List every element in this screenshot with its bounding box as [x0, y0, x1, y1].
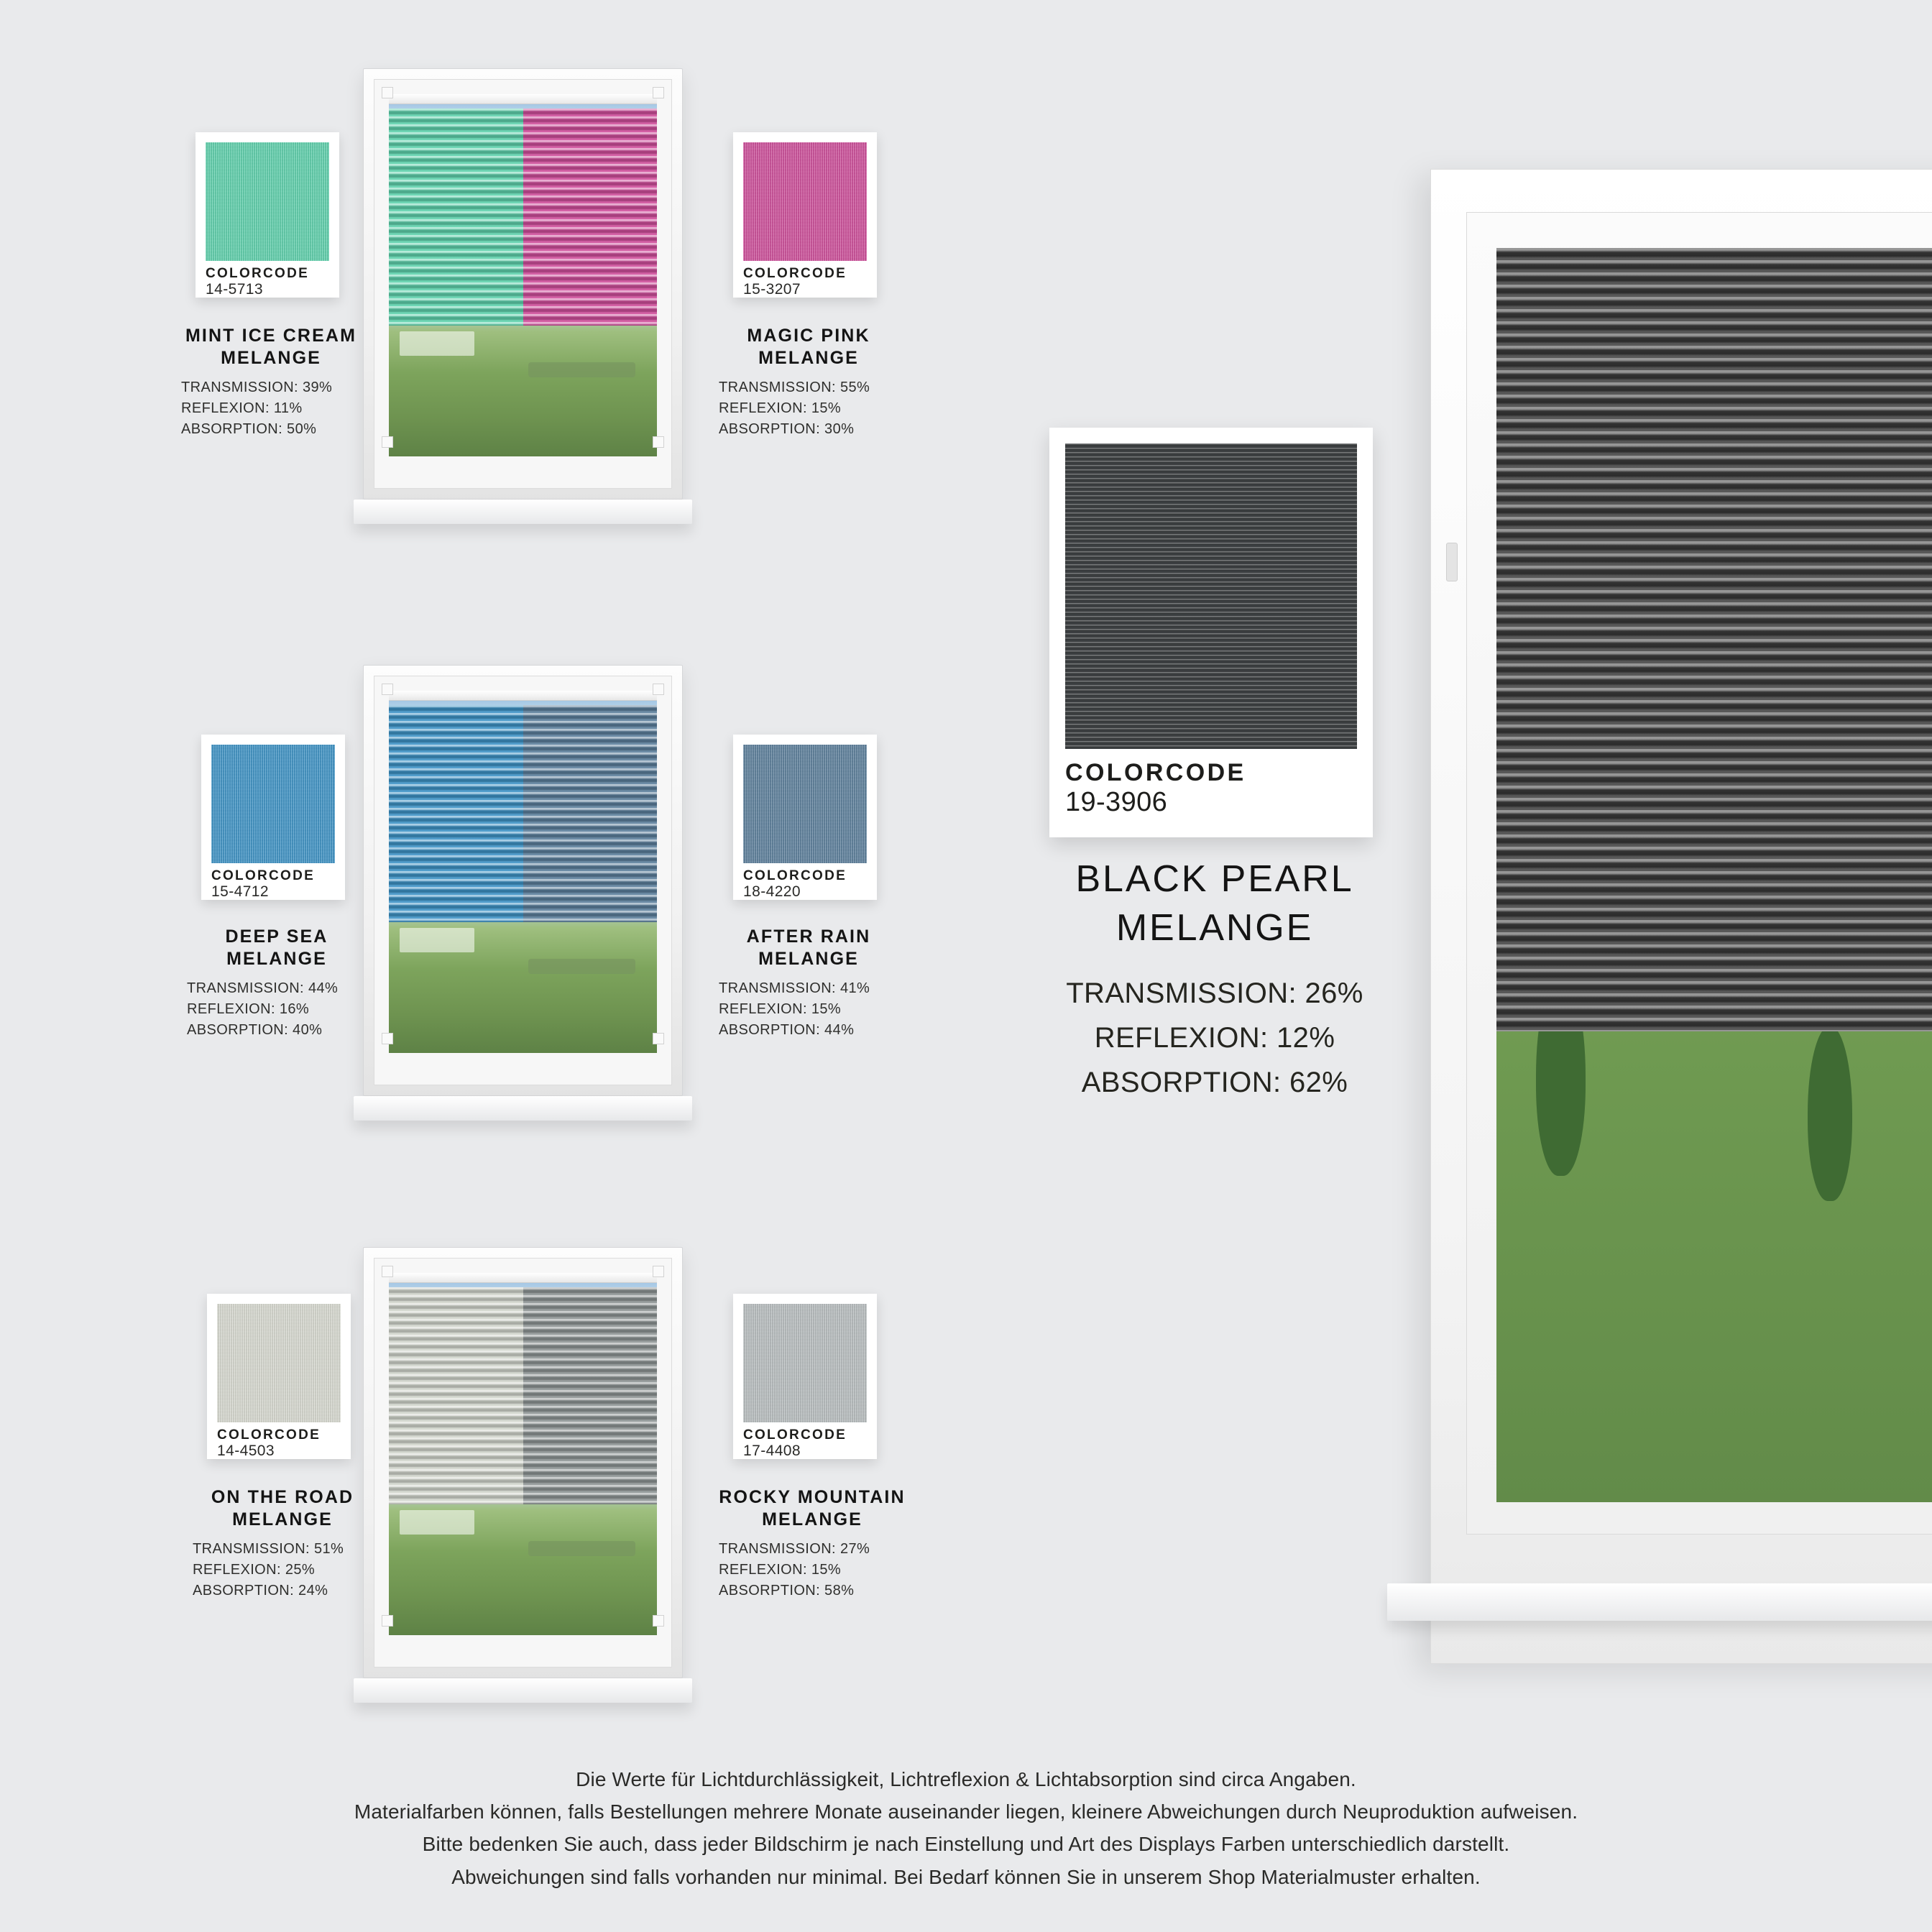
color-name-line1: BLACK PEARL	[1075, 858, 1354, 900]
blind-left-half-deep-sea	[389, 705, 523, 922]
colorcode-title: COLORCODE	[743, 266, 847, 281]
swatch-color-pink	[743, 142, 867, 261]
frame-corner	[653, 87, 664, 98]
colorcode-value: 19-3906	[1065, 787, 1168, 817]
swatch-card-magic-pink[interactable]	[733, 132, 877, 298]
swatch-card-mint-ice-cream[interactable]	[196, 132, 339, 298]
disclaimer-line-1: Die Werte für Lichtdurchlässigkeit, Lichtreflexion & Lichtabsorption sind circa Angaben.	[576, 1767, 1356, 1790]
frame-corner	[653, 1033, 664, 1044]
landscape-view	[389, 304, 657, 456]
swatch-color-mint	[206, 142, 329, 261]
window-mockup-row2	[363, 665, 683, 1096]
colorcode-value: 17-4408	[743, 1442, 801, 1459]
color-name	[719, 1486, 906, 1532]
swatch-color-on-the-road	[217, 1304, 341, 1422]
fabric-texture	[743, 142, 867, 261]
swatch-label	[743, 863, 867, 901]
colorcode-title: COLORCODE	[206, 266, 310, 281]
colorcode-title: COLORCODE	[1065, 759, 1246, 786]
frame-corner	[382, 684, 393, 695]
swatch-color-rocky-mountain	[743, 1304, 867, 1422]
color-name-line2: MELANGE	[758, 949, 859, 970]
landscape-view	[389, 901, 657, 1053]
colorcode-value: 14-5713	[206, 280, 264, 298]
spec-absorption: ABSORPTION: 44%	[719, 1021, 855, 1038]
swatch-color-deep-sea	[211, 745, 335, 863]
spec-reflexion: REFLEXION: 12%	[1094, 1022, 1335, 1054]
swatch-card-on-the-road[interactable]	[207, 1294, 351, 1459]
colorcode-title: COLORCODE	[217, 1427, 321, 1443]
window-mockup-row1	[363, 68, 683, 500]
spec-reflexion: REFLEXION: 11%	[181, 400, 303, 416]
swatch-card-deep-sea[interactable]	[201, 735, 345, 900]
color-name-line2: MELANGE	[758, 348, 859, 369]
spec-transmission: TRANSMISSION: 44%	[187, 980, 339, 996]
pleated-blind-row3	[389, 1287, 657, 1504]
pleated-blind-row2	[389, 705, 657, 922]
frame-corner	[653, 1266, 664, 1277]
spec-reflexion: REFLEXION: 15%	[719, 1561, 842, 1578]
fabric-texture	[743, 745, 867, 863]
disclaimer-line-2: Materialfarben können, falls Bestellungen mehrere Monate auseinander liegen, kleinere Abweichungen durch Neuproduktion aufweisen.	[354, 1800, 1578, 1823]
blind-right-half-after-rain	[523, 705, 658, 922]
window-sill-large	[1387, 1583, 1932, 1621]
blind-left-half-on-the-road	[389, 1287, 523, 1504]
info-magic-pink	[719, 325, 898, 440]
swatch-card-rocky-mountain[interactable]	[733, 1294, 877, 1459]
blind-right-half-rocky-mountain	[523, 1287, 658, 1504]
color-specs	[719, 1539, 906, 1601]
window-handle[interactable]	[1446, 543, 1458, 581]
colorcode-title: COLORCODE	[211, 868, 316, 883]
frame-corner	[653, 1615, 664, 1627]
disclaimer-line-3: Bitte bedenken Sie auch, dass jeder Bildschirm je nach Einstellung und Art des Displays Farben unterschiedlich darstellt.	[422, 1833, 1510, 1856]
frame-corner	[382, 1033, 393, 1044]
spec-absorption: ABSORPTION: 50%	[181, 420, 317, 437]
color-specs	[719, 377, 898, 440]
window-sill	[354, 1096, 693, 1121]
color-name	[187, 926, 367, 971]
spec-transmission: TRANSMISSION: 27%	[719, 1540, 870, 1557]
spec-reflexion: REFLEXION: 16%	[187, 1000, 310, 1017]
landscape-view	[389, 1483, 657, 1635]
info-mint-ice-cream	[181, 325, 361, 440]
color-name-line1: MAGIC PINK	[747, 326, 870, 346]
color-specs	[719, 978, 898, 1041]
color-specs	[187, 978, 367, 1041]
color-name	[181, 325, 361, 370]
fabric-texture	[743, 1304, 867, 1422]
blind-headrail	[389, 1273, 657, 1283]
colorcode-value: 18-4220	[743, 883, 801, 900]
blind-headrail	[389, 94, 657, 104]
spec-absorption: ABSORPTION: 30%	[719, 420, 855, 437]
swatch-color-black-pearl	[1065, 443, 1357, 749]
pleated-blind-row1	[389, 109, 657, 326]
colorcode-value: 14-4503	[217, 1442, 275, 1459]
color-name-line2: MELANGE	[762, 1509, 862, 1530]
blind-left-half-mint	[389, 109, 523, 326]
window-glass	[389, 94, 657, 456]
color-specs	[193, 1539, 372, 1601]
swatch-label	[1065, 759, 1357, 819]
color-name-line1: AFTER RAIN	[746, 926, 871, 947]
fabric-texture	[206, 142, 329, 261]
color-name-line2: MELANGE	[232, 1509, 333, 1530]
swatch-label	[217, 1422, 341, 1460]
disclaimer-footer	[0, 1763, 1932, 1893]
color-name	[719, 926, 898, 971]
spec-absorption: ABSORPTION: 40%	[187, 1021, 323, 1038]
swatch-label	[743, 1422, 867, 1460]
pleated-blind-black-pearl	[1496, 248, 1932, 1031]
fabric-texture	[1065, 443, 1357, 749]
window-mockup-row3	[363, 1247, 683, 1678]
color-name-line1: ROCKY MOUNTAIN	[719, 1487, 906, 1507]
info-after-rain	[719, 926, 898, 1041]
color-specs	[1006, 971, 1423, 1105]
swatch-card-black-pearl[interactable]	[1049, 428, 1373, 837]
swatch-color-after-rain	[743, 745, 867, 863]
spec-transmission: TRANSMISSION: 39%	[181, 379, 333, 395]
spec-reflexion: REFLEXION: 15%	[719, 1000, 842, 1017]
window-sill	[354, 1678, 693, 1703]
color-specs	[181, 377, 361, 440]
colorcode-value: 15-4712	[211, 883, 270, 900]
swatch-card-after-rain[interactable]	[733, 735, 877, 900]
frame-corner	[653, 684, 664, 695]
blind-headrail	[389, 691, 657, 701]
window-glass	[389, 1273, 657, 1635]
window-sill	[354, 500, 693, 524]
spec-transmission: TRANSMISSION: 55%	[719, 379, 870, 395]
info-rocky-mountain	[719, 1486, 906, 1601]
info-on-the-road	[193, 1486, 372, 1601]
spec-absorption: ABSORPTION: 24%	[193, 1582, 328, 1598]
fabric-texture	[217, 1304, 341, 1422]
swatch-label	[206, 261, 329, 298]
frame-corner	[653, 436, 664, 448]
color-name-line1: MINT ICE CREAM	[185, 326, 357, 346]
frame-corner	[382, 1615, 393, 1627]
spec-transmission: TRANSMISSION: 26%	[1066, 978, 1363, 1010]
swatch-label	[743, 261, 867, 298]
color-name-line2: MELANGE	[221, 348, 321, 369]
spec-absorption: ABSORPTION: 62%	[1081, 1067, 1348, 1099]
frame-corner	[382, 87, 393, 98]
frame-corner	[382, 436, 393, 448]
color-name-line2: MELANGE	[226, 949, 327, 970]
spec-reflexion: REFLEXION: 15%	[719, 400, 842, 416]
color-name-line1: DEEP SEA	[225, 926, 328, 947]
tree	[1808, 1026, 1852, 1201]
color-name-line2: MELANGE	[1116, 906, 1314, 949]
info-black-pearl	[1006, 855, 1423, 1105]
colorcode-title: COLORCODE	[743, 1427, 847, 1443]
info-deep-sea	[187, 926, 367, 1041]
color-name	[719, 325, 898, 370]
spec-transmission: TRANSMISSION: 41%	[719, 980, 870, 996]
blind-right-half-pink	[523, 109, 658, 326]
large-window-mockup-black-pearl	[1430, 169, 1932, 1664]
spec-transmission: TRANSMISSION: 51%	[193, 1540, 344, 1557]
swatch-label	[211, 863, 335, 901]
spec-reflexion: REFLEXION: 25%	[193, 1561, 316, 1578]
disclaimer-line-4: Abweichungen sind falls vorhanden nur minimal. Bei Bedarf können Sie in unserem Shop Materialmuster erhalten.	[451, 1865, 1481, 1888]
colorcode-value: 15-3207	[743, 280, 801, 298]
spec-absorption: ABSORPTION: 58%	[719, 1582, 855, 1598]
fabric-texture	[211, 745, 335, 863]
colorcode-title: COLORCODE	[743, 868, 847, 883]
frame-corner	[382, 1266, 393, 1277]
window-glass	[389, 691, 657, 1053]
color-name	[193, 1486, 372, 1532]
color-name	[1006, 855, 1423, 952]
color-name-line1: ON THE ROAD	[211, 1487, 354, 1507]
